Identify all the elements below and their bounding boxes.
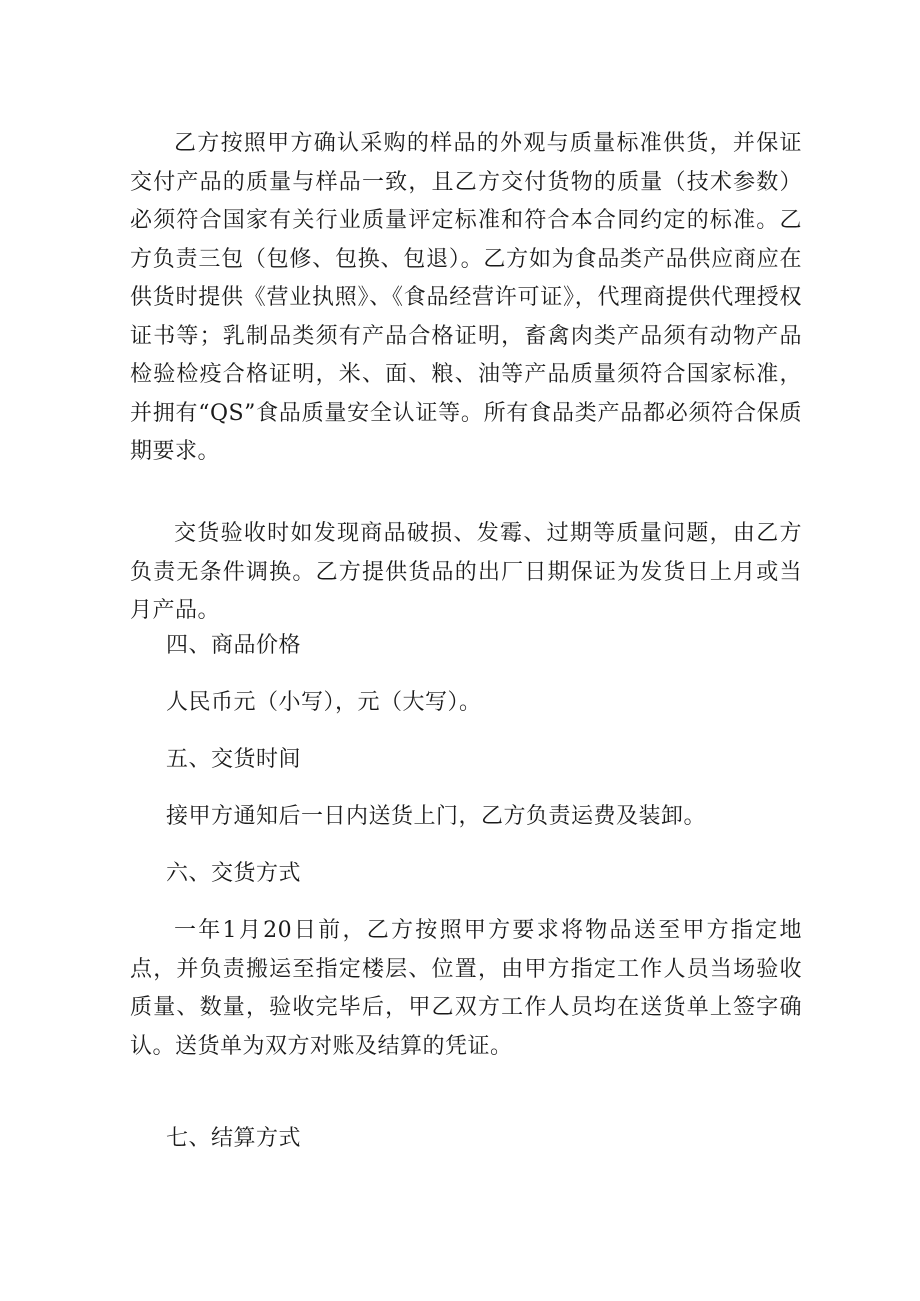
heading-settlement: 七、结算方式 — [166, 1126, 302, 1151]
heading-price: 四、商品价格 — [166, 633, 302, 658]
heading-delivery-method: 六、交货方式 — [166, 861, 302, 886]
paragraph-delivery-time: 接甲方通知后一日内送货上门，乙方负责运费及装卸。 — [166, 804, 707, 829]
heading-delivery-time: 五、交货时间 — [166, 747, 302, 772]
paragraph-price: 人民币元（小写），元（大写）。 — [166, 690, 482, 715]
paragraph-quality-standards: 乙方按照甲方确认采购的样品的外观与质量标准供货，并保证交付产品的质量与样品一致，且乙方交付货物的质量（技术参数）必须符合国家有关行业质量评定标准和符合本合同约定的标准。乙方负责三包（包修、包换、包退）。乙方如为食品类产品供应商应在供货时提供《营业执照》、《食品经营许可证》，代理商提供代理授权证书等；乳制品类须有产品合格证明，畜禽肉类产品须有动物产品检验检疫合格证明，米、面、粮、油等产品质量须符合国家标准，并拥有“QS”食品质量安全认证等。所有食品类产品都必须符合保质期要求。 — [130, 131, 802, 464]
paragraph-inspection: 交货验收时如发现商品破损、发霉、过期等质量问题，由乙方负责无条件调换。乙方提供货品的出厂日期保证为发货日上月或当月产品。 — [130, 521, 802, 623]
paragraph-delivery-method: 一年1月20日前，乙方按照甲方要求将物品送至甲方指定地点，并负责搬运至指定楼层、位置，由甲方指定工作人员当场验收质量、数量，验收完毕后，甲乙双方工作人员均在送货单上签字确认。送货单为双方对账及结算的凭证。 — [130, 918, 802, 1059]
